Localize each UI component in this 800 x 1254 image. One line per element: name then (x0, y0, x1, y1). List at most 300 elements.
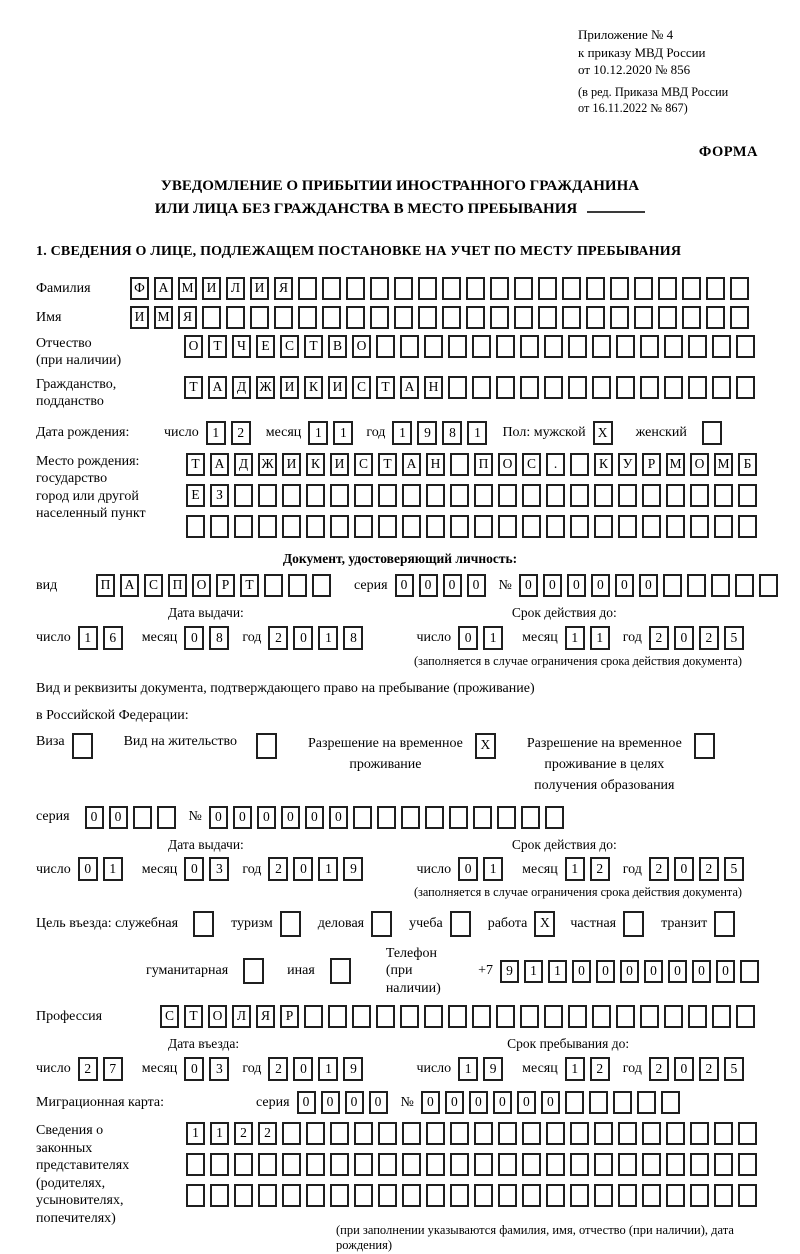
char-box[interactable]: А (208, 376, 227, 399)
char-box[interactable] (306, 484, 325, 507)
char-box[interactable] (690, 515, 709, 538)
char-box[interactable] (330, 1153, 349, 1176)
char-box[interactable]: И (330, 453, 349, 476)
char-box[interactable] (258, 1184, 277, 1207)
char-box[interactable] (637, 1091, 656, 1114)
char-box[interactable]: С (352, 376, 371, 399)
char-box[interactable] (72, 733, 93, 759)
char-box[interactable] (498, 1184, 517, 1207)
char-box[interactable]: М (154, 306, 173, 329)
valid-month-boxes[interactable] (565, 626, 615, 650)
char-box[interactable] (570, 1184, 589, 1207)
char-box[interactable]: Ж (256, 376, 275, 399)
char-box[interactable]: О (192, 574, 211, 597)
char-box[interactable]: 3 (209, 1057, 229, 1081)
char-box[interactable] (450, 1184, 469, 1207)
char-box[interactable] (346, 277, 365, 300)
char-box[interactable]: 0 (716, 960, 735, 983)
char-box[interactable] (738, 1122, 757, 1145)
legal-reps-line2[interactable] (186, 1153, 762, 1176)
char-box[interactable] (288, 574, 307, 597)
char-box[interactable]: А (402, 453, 421, 476)
char-box[interactable] (425, 806, 444, 829)
char-box[interactable] (377, 806, 396, 829)
profession-boxes[interactable] (160, 1005, 760, 1028)
char-box[interactable] (613, 1091, 632, 1114)
char-box[interactable]: 2 (268, 626, 288, 650)
char-box[interactable] (706, 306, 725, 329)
char-box[interactable] (424, 1005, 443, 1028)
migration-number-boxes[interactable] (421, 1091, 685, 1114)
char-box[interactable] (570, 515, 589, 538)
char-box[interactable] (280, 911, 301, 937)
char-box[interactable] (450, 911, 471, 937)
char-box[interactable] (714, 911, 735, 937)
char-box[interactable]: 0 (458, 857, 478, 881)
char-box[interactable] (133, 806, 152, 829)
char-box[interactable]: 1 (318, 1057, 338, 1081)
char-box[interactable] (282, 515, 301, 538)
char-box[interactable] (472, 1005, 491, 1028)
char-box[interactable]: 1 (318, 857, 338, 881)
char-box[interactable] (664, 1005, 683, 1028)
phone-boxes[interactable] (500, 960, 764, 983)
char-box[interactable] (570, 1153, 589, 1176)
char-box[interactable]: 0 (615, 574, 634, 597)
char-box[interactable] (690, 1122, 709, 1145)
char-box[interactable] (666, 484, 685, 507)
char-box[interactable] (594, 484, 613, 507)
char-box[interactable] (618, 515, 637, 538)
char-box[interactable]: 2 (649, 1057, 669, 1081)
char-box[interactable] (538, 306, 557, 329)
char-box[interactable] (714, 1184, 733, 1207)
char-box[interactable] (740, 960, 759, 983)
char-box[interactable] (497, 806, 516, 829)
char-box[interactable] (282, 1184, 301, 1207)
legal-reps-line1[interactable] (186, 1122, 762, 1145)
char-box[interactable] (592, 1005, 611, 1028)
char-box[interactable]: 0 (639, 574, 658, 597)
char-box[interactable]: С (160, 1005, 179, 1028)
char-box[interactable] (520, 1005, 539, 1028)
char-box[interactable] (450, 484, 469, 507)
char-box[interactable] (618, 1153, 637, 1176)
char-box[interactable] (250, 306, 269, 329)
char-box[interactable] (258, 515, 277, 538)
char-box[interactable] (658, 306, 677, 329)
stay-month-boxes[interactable] (565, 1057, 615, 1081)
char-box[interactable] (594, 1184, 613, 1207)
char-box[interactable] (354, 515, 373, 538)
char-box[interactable] (394, 306, 413, 329)
char-box[interactable] (394, 277, 413, 300)
char-box[interactable] (234, 1153, 253, 1176)
char-box[interactable]: 0 (305, 806, 324, 829)
char-box[interactable] (354, 1184, 373, 1207)
char-box[interactable]: 9 (500, 960, 519, 983)
char-box[interactable] (702, 421, 722, 445)
char-box[interactable]: 0 (281, 806, 300, 829)
char-box[interactable] (640, 1005, 659, 1028)
char-box[interactable] (442, 306, 461, 329)
char-box[interactable]: 0 (674, 626, 694, 650)
char-box[interactable] (376, 1005, 395, 1028)
char-box[interactable]: О (690, 453, 709, 476)
char-box[interactable]: С (144, 574, 163, 597)
char-box[interactable]: 1 (467, 421, 487, 445)
char-box[interactable] (496, 335, 515, 358)
char-box[interactable]: Т (186, 453, 205, 476)
char-box[interactable]: 1 (210, 1122, 229, 1145)
char-box[interactable] (688, 376, 707, 399)
char-box[interactable]: И (202, 277, 221, 300)
char-box[interactable] (330, 484, 349, 507)
char-box[interactable] (186, 1153, 205, 1176)
char-box[interactable] (544, 335, 563, 358)
char-box[interactable]: О (352, 335, 371, 358)
char-box[interactable] (157, 806, 176, 829)
entry-day-boxes[interactable] (78, 1057, 128, 1081)
char-box[interactable] (663, 574, 682, 597)
char-box[interactable] (618, 484, 637, 507)
char-box[interactable] (514, 306, 533, 329)
char-box[interactable] (466, 306, 485, 329)
char-box[interactable] (376, 335, 395, 358)
char-box[interactable] (738, 1184, 757, 1207)
char-box[interactable] (472, 335, 491, 358)
valid-day-boxes[interactable] (458, 857, 508, 881)
char-box[interactable]: 0 (458, 626, 478, 650)
char-box[interactable] (328, 1005, 347, 1028)
char-box[interactable]: 1 (458, 1057, 478, 1081)
char-box[interactable] (736, 335, 755, 358)
char-box[interactable]: А (210, 453, 229, 476)
char-box[interactable] (448, 376, 467, 399)
char-box[interactable] (544, 376, 563, 399)
char-box[interactable] (546, 1153, 565, 1176)
char-box[interactable] (666, 1122, 685, 1145)
birthplace-line2[interactable] (186, 484, 762, 507)
char-box[interactable] (592, 376, 611, 399)
char-box[interactable]: П (474, 453, 493, 476)
char-box[interactable]: 0 (184, 857, 204, 881)
valid-year-boxes[interactable] (649, 626, 749, 650)
char-box[interactable]: 1 (565, 626, 585, 650)
char-box[interactable] (666, 1184, 685, 1207)
char-box[interactable] (616, 335, 635, 358)
char-box[interactable]: 2 (699, 626, 719, 650)
char-box[interactable] (682, 306, 701, 329)
char-box[interactable] (520, 376, 539, 399)
char-box[interactable] (354, 1153, 373, 1176)
char-box[interactable]: 0 (674, 1057, 694, 1081)
char-box[interactable] (330, 515, 349, 538)
char-box[interactable] (466, 277, 485, 300)
char-box[interactable] (186, 515, 205, 538)
char-box[interactable] (322, 306, 341, 329)
char-box[interactable] (450, 515, 469, 538)
char-box[interactable] (735, 574, 754, 597)
char-box[interactable] (256, 733, 277, 759)
purpose-other-checkbox[interactable] (330, 958, 356, 984)
char-box[interactable] (522, 1153, 541, 1176)
char-box[interactable] (354, 1122, 373, 1145)
char-box[interactable] (330, 958, 351, 984)
char-box[interactable] (306, 1153, 325, 1176)
char-box[interactable]: 2 (268, 1057, 288, 1081)
edu-permit-checkbox[interactable] (694, 733, 720, 759)
char-box[interactable] (658, 277, 677, 300)
char-box[interactable]: 5 (724, 1057, 744, 1081)
sex-female-checkbox[interactable] (702, 421, 727, 445)
char-box[interactable]: Н (424, 376, 443, 399)
char-box[interactable]: Р (642, 453, 661, 476)
char-box[interactable] (640, 376, 659, 399)
char-box[interactable] (450, 1122, 469, 1145)
char-box[interactable]: Я (256, 1005, 275, 1028)
char-box[interactable]: Т (184, 1005, 203, 1028)
char-box[interactable] (592, 335, 611, 358)
char-box[interactable] (687, 574, 706, 597)
residence-number-boxes[interactable] (209, 806, 569, 829)
char-box[interactable]: X (593, 421, 613, 445)
birthdate-month-boxes[interactable] (308, 421, 358, 445)
char-box[interactable]: С (354, 453, 373, 476)
char-box[interactable] (474, 515, 493, 538)
char-box[interactable] (353, 806, 372, 829)
char-box[interactable] (304, 1005, 323, 1028)
char-box[interactable] (589, 1091, 608, 1114)
char-box[interactable]: 7 (103, 1057, 123, 1081)
char-box[interactable] (688, 335, 707, 358)
char-box[interactable]: 0 (329, 806, 348, 829)
char-box[interactable] (448, 1005, 467, 1028)
char-box[interactable] (472, 376, 491, 399)
char-box[interactable]: 2 (258, 1122, 277, 1145)
char-box[interactable] (264, 574, 283, 597)
char-box[interactable]: 2 (649, 626, 669, 650)
char-box[interactable]: 0 (467, 574, 486, 597)
char-box[interactable]: Р (280, 1005, 299, 1028)
char-box[interactable]: 0 (395, 574, 414, 597)
char-box[interactable]: 0 (668, 960, 687, 983)
char-box[interactable]: 0 (85, 806, 104, 829)
char-box[interactable] (586, 306, 605, 329)
char-box[interactable] (618, 1184, 637, 1207)
char-box[interactable]: 0 (109, 806, 128, 829)
char-box[interactable] (544, 1005, 563, 1028)
char-box[interactable]: Ф (130, 277, 149, 300)
char-box[interactable]: 0 (78, 857, 98, 881)
char-box[interactable]: X (534, 911, 555, 937)
char-box[interactable] (546, 1122, 565, 1145)
char-box[interactable] (402, 484, 421, 507)
char-box[interactable]: 1 (308, 421, 328, 445)
char-box[interactable]: 2 (231, 421, 251, 445)
char-box[interactable] (330, 1184, 349, 1207)
char-box[interactable]: 2 (699, 1057, 719, 1081)
char-box[interactable] (664, 376, 683, 399)
char-box[interactable]: 8 (442, 421, 462, 445)
char-box[interactable] (490, 277, 509, 300)
issue-year-boxes[interactable] (268, 626, 368, 650)
char-box[interactable]: 0 (572, 960, 591, 983)
char-box[interactable] (370, 306, 389, 329)
char-box[interactable] (322, 277, 341, 300)
char-box[interactable] (474, 1184, 493, 1207)
char-box[interactable]: Л (226, 277, 245, 300)
char-box[interactable] (426, 515, 445, 538)
char-box[interactable]: Ч (232, 335, 251, 358)
char-box[interactable]: Т (208, 335, 227, 358)
char-box[interactable]: 0 (674, 857, 694, 881)
doc-number-boxes[interactable] (519, 574, 783, 597)
char-box[interactable]: 0 (321, 1091, 340, 1114)
char-box[interactable] (186, 1184, 205, 1207)
char-box[interactable]: Я (178, 306, 197, 329)
char-box[interactable] (258, 484, 277, 507)
char-box[interactable]: 8 (209, 626, 229, 650)
char-box[interactable] (378, 1184, 397, 1207)
char-box[interactable] (759, 574, 778, 597)
char-box[interactable] (618, 1122, 637, 1145)
char-box[interactable]: 0 (421, 1091, 440, 1114)
char-box[interactable] (568, 335, 587, 358)
char-box[interactable] (400, 1005, 419, 1028)
char-box[interactable] (282, 1122, 301, 1145)
char-box[interactable]: 0 (233, 806, 252, 829)
char-box[interactable]: У (618, 453, 637, 476)
char-box[interactable] (378, 515, 397, 538)
char-box[interactable] (449, 806, 468, 829)
char-box[interactable]: 2 (268, 857, 288, 881)
char-box[interactable]: 9 (343, 1057, 363, 1081)
char-box[interactable]: 0 (541, 1091, 560, 1114)
char-box[interactable]: Т (376, 376, 395, 399)
char-box[interactable]: 0 (519, 574, 538, 597)
char-box[interactable] (402, 515, 421, 538)
char-box[interactable]: И (130, 306, 149, 329)
char-box[interactable]: Я (274, 277, 293, 300)
char-box[interactable] (546, 1184, 565, 1207)
char-box[interactable] (522, 515, 541, 538)
char-box[interactable] (498, 484, 517, 507)
char-box[interactable] (496, 1005, 515, 1028)
char-box[interactable] (243, 958, 264, 984)
char-box[interactable]: 0 (517, 1091, 536, 1114)
char-box[interactable]: С (280, 335, 299, 358)
char-box[interactable] (312, 574, 331, 597)
purpose-humanitarian-checkbox[interactable] (243, 958, 269, 984)
char-box[interactable]: 2 (78, 1057, 98, 1081)
legal-reps-line3[interactable] (186, 1184, 762, 1207)
char-box[interactable]: З (210, 484, 229, 507)
char-box[interactable] (714, 1153, 733, 1176)
char-box[interactable]: 0 (692, 960, 711, 983)
char-box[interactable]: 0 (567, 574, 586, 597)
char-box[interactable]: . (546, 453, 565, 476)
char-box[interactable] (690, 1184, 709, 1207)
char-box[interactable] (426, 1122, 445, 1145)
char-box[interactable] (282, 484, 301, 507)
purpose-tourism-checkbox[interactable] (280, 911, 306, 937)
char-box[interactable] (378, 1122, 397, 1145)
char-box[interactable]: К (594, 453, 613, 476)
char-box[interactable]: Н (426, 453, 445, 476)
char-box[interactable] (234, 515, 253, 538)
char-box[interactable]: А (154, 277, 173, 300)
char-box[interactable]: О (498, 453, 517, 476)
char-box[interactable]: 0 (419, 574, 438, 597)
char-box[interactable] (714, 1122, 733, 1145)
char-box[interactable]: И (328, 376, 347, 399)
char-box[interactable] (546, 515, 565, 538)
char-box[interactable]: 1 (548, 960, 567, 983)
char-box[interactable]: 0 (184, 1057, 204, 1081)
char-box[interactable]: Е (186, 484, 205, 507)
issue-month-boxes[interactable] (184, 857, 234, 881)
entry-month-boxes[interactable] (184, 1057, 234, 1081)
char-box[interactable] (450, 453, 469, 476)
char-box[interactable]: 1 (392, 421, 412, 445)
char-box[interactable] (690, 1153, 709, 1176)
char-box[interactable] (258, 1153, 277, 1176)
char-box[interactable] (546, 484, 565, 507)
char-box[interactable]: 2 (649, 857, 669, 881)
char-box[interactable] (736, 376, 755, 399)
char-box[interactable]: 1 (524, 960, 543, 983)
issue-month-boxes[interactable] (184, 626, 234, 650)
char-box[interactable] (712, 1005, 731, 1028)
char-box[interactable] (424, 335, 443, 358)
char-box[interactable] (616, 376, 635, 399)
char-box[interactable]: 9 (343, 857, 363, 881)
char-box[interactable] (616, 1005, 635, 1028)
char-box[interactable] (594, 515, 613, 538)
char-box[interactable]: 0 (443, 574, 462, 597)
char-box[interactable] (568, 376, 587, 399)
char-box[interactable]: К (306, 453, 325, 476)
char-box[interactable]: Е (256, 335, 275, 358)
valid-day-boxes[interactable] (458, 626, 508, 650)
char-box[interactable] (522, 484, 541, 507)
char-box[interactable]: 1 (318, 626, 338, 650)
char-box[interactable]: Л (232, 1005, 251, 1028)
char-box[interactable]: 8 (343, 626, 363, 650)
char-box[interactable]: Т (240, 574, 259, 597)
char-box[interactable] (634, 277, 653, 300)
char-box[interactable] (594, 1153, 613, 1176)
char-box[interactable]: 2 (699, 857, 719, 881)
entry-year-boxes[interactable] (268, 1057, 368, 1081)
char-box[interactable]: 0 (209, 806, 228, 829)
char-box[interactable] (634, 306, 653, 329)
issue-year-boxes[interactable] (268, 857, 368, 881)
temp-permit-checkbox[interactable] (475, 733, 501, 759)
migration-series-boxes[interactable] (297, 1091, 393, 1114)
char-box[interactable] (610, 306, 629, 329)
char-box[interactable]: 0 (293, 626, 313, 650)
char-box[interactable]: 1 (78, 626, 98, 650)
char-box[interactable] (193, 911, 214, 937)
char-box[interactable] (330, 1122, 349, 1145)
char-box[interactable] (306, 1122, 325, 1145)
char-box[interactable]: М (178, 277, 197, 300)
char-box[interactable]: М (714, 453, 733, 476)
char-box[interactable] (371, 911, 392, 937)
char-box[interactable] (714, 515, 733, 538)
